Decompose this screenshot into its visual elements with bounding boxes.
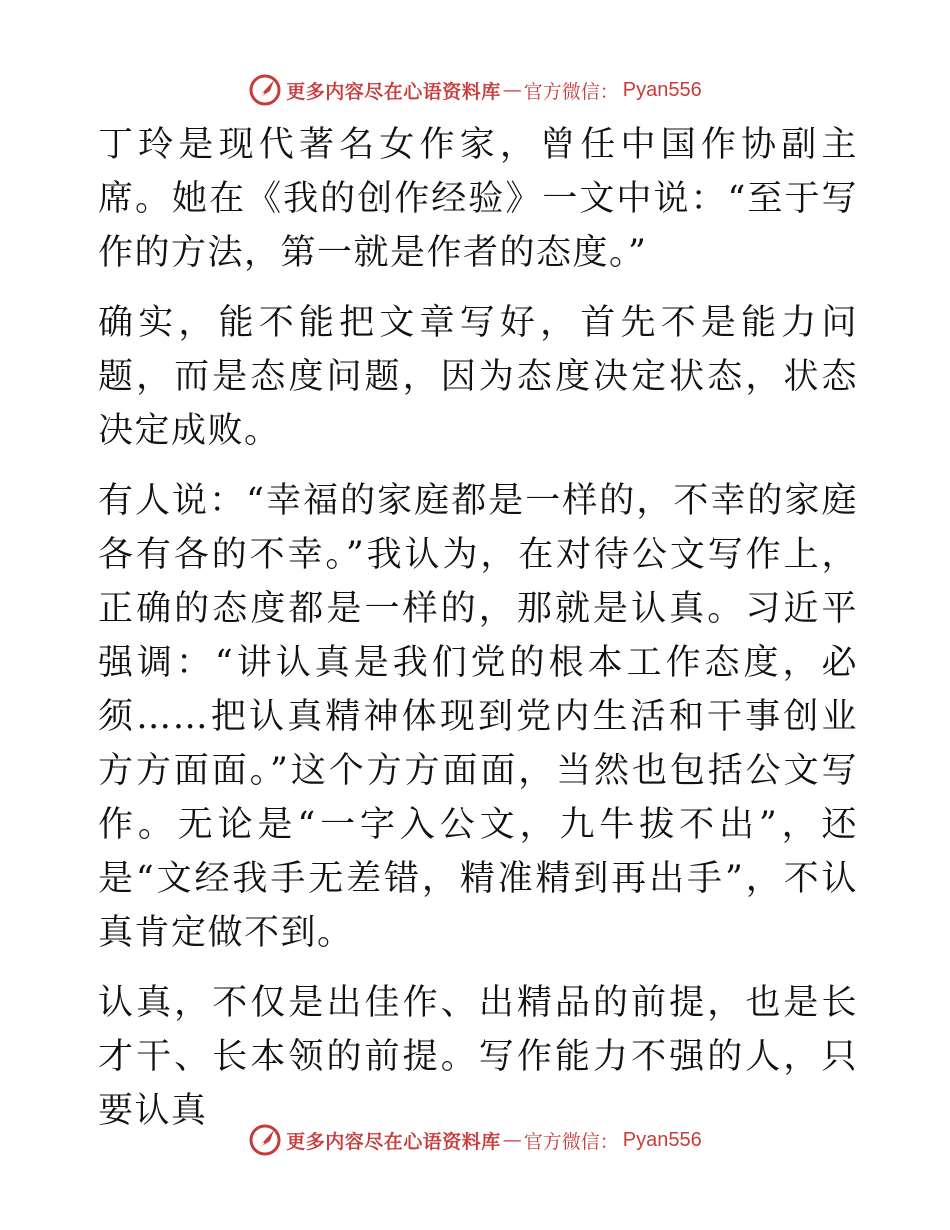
- quill-logo-icon: [248, 1123, 282, 1157]
- header-banner: [0, 70, 950, 110]
- banner-wechat-label: 官方微信：: [523, 1130, 619, 1153]
- paragraph-3: 有人说：“幸福的家庭都是一样的，不幸的家庭各有各的不幸。”我认为，在对待公文写作上，正确的态度都是一样的，那就是认真。习近平强调：“讲认真是我们党的根本工作态度，必须……把认真精神体现到党内生活和干事创业方方面面。”这个方方面面，当然也包括公文写作。无论是“一字入公文，九牛拔不出”，还是“文经我手无差错，精准精到再出手”，不认真肯定做不到。: [98, 481, 858, 953]
- document-body: [98, 118, 858, 1154]
- banner-separator: —: [502, 1129, 522, 1151]
- banner-wechat-id: Pyan556: [622, 1128, 702, 1151]
- banner-main-text: 更多内容尽在心语资料库: [286, 1130, 501, 1153]
- footer-banner: [0, 1120, 950, 1160]
- banner-wechat-id: Pyan556: [622, 78, 702, 101]
- paragraph-1: 丁玲是现代著名女作家，曾任中国作协副主席。她在《我的创作经验》一文中说：“至于写作的方法，第一就是作者的态度。”: [98, 125, 858, 273]
- banner-main-text: 更多内容尽在心语资料库: [286, 80, 501, 103]
- quill-logo-icon: [248, 73, 282, 107]
- banner-wechat-label: 官方微信：: [523, 80, 619, 103]
- banner-separator: —: [502, 79, 522, 101]
- paragraph-2: 确实，能不能把文章写好，首先不是能力问题，而是态度问题，因为态度决定状态，状态决定成败。: [98, 303, 858, 451]
- paragraph-4: 认真，不仅是出佳作、出精品的前提，也是长才干、长本领的前提。写作能力不强的人，只要认真: [98, 983, 858, 1131]
